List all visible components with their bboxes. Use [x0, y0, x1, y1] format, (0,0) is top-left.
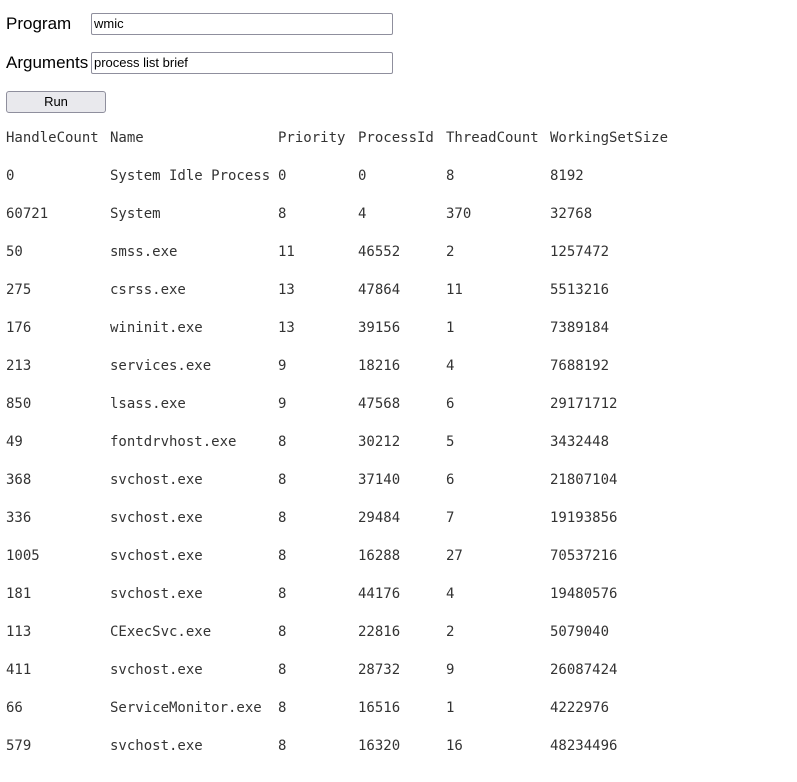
cell-priority: 13: [278, 320, 295, 336]
process-output-table: [6, 128, 786, 774]
arguments-label: Arguments: [6, 53, 89, 72]
cell-processid: 46552: [358, 244, 401, 260]
cell-processid: 30212: [358, 434, 401, 450]
cell-name: smss.exe: [110, 244, 178, 260]
cell-workingsetsize: 5513216: [550, 282, 610, 298]
cell-workingsetsize: 5079040: [550, 624, 610, 640]
cell-handlecount: 411: [6, 662, 32, 678]
cell-name: System: [110, 206, 161, 222]
cell-processid: 47864: [358, 282, 401, 298]
table-row: [6, 622, 786, 660]
cell-handlecount: 213: [6, 358, 32, 374]
cell-name: svchost.exe: [110, 510, 203, 526]
cell-handlecount: 275: [6, 282, 32, 298]
cell-workingsetsize: 8192: [550, 168, 584, 184]
cell-handlecount: 49: [6, 434, 23, 450]
cell-name: svchost.exe: [110, 586, 203, 602]
cell-handlecount: 1005: [6, 548, 40, 564]
table-row: [6, 584, 786, 622]
header-priority: Priority: [278, 130, 346, 146]
cell-processid: 47568: [358, 396, 401, 412]
cell-workingsetsize: 3432448: [550, 434, 610, 450]
cell-workingsetsize: 7688192: [550, 358, 610, 374]
table-row: [6, 736, 786, 774]
table-row: [6, 242, 786, 280]
cell-workingsetsize: 19480576: [550, 586, 618, 602]
cell-threadcount: 4: [446, 586, 455, 602]
cell-workingsetsize: 7389184: [550, 320, 610, 336]
cell-processid: 28732: [358, 662, 401, 678]
cell-name: svchost.exe: [110, 472, 203, 488]
table-row: [6, 660, 786, 698]
cell-threadcount: 11: [446, 282, 463, 298]
cell-name: svchost.exe: [110, 548, 203, 564]
cell-workingsetsize: 4222976: [550, 700, 610, 716]
program-label: Program: [6, 14, 72, 33]
cell-priority: 9: [278, 396, 287, 412]
cell-processid: 4: [358, 206, 367, 222]
table-row: [6, 394, 786, 432]
cell-threadcount: 370: [446, 206, 472, 222]
run-button[interactable]: Run: [6, 91, 106, 113]
cell-name: CExecSvc.exe: [110, 624, 212, 640]
cell-priority: 8: [278, 662, 287, 678]
table-row: [6, 318, 786, 356]
table-row: [6, 356, 786, 394]
table-row: [6, 280, 786, 318]
header-handlecount: HandleCount: [6, 130, 99, 146]
cell-name: wininit.exe: [110, 320, 203, 336]
cell-priority: 11: [278, 244, 295, 260]
cell-workingsetsize: 70537216: [550, 548, 618, 564]
cell-workingsetsize: 26087424: [550, 662, 618, 678]
cell-processid: 39156: [358, 320, 401, 336]
cell-threadcount: 1: [446, 320, 455, 336]
cell-processid: 22816: [358, 624, 401, 640]
cell-processid: 37140: [358, 472, 401, 488]
cell-name: fontdrvhost.exe: [110, 434, 237, 450]
cell-name: ServiceMonitor.exe: [110, 700, 262, 716]
cell-name: svchost.exe: [110, 662, 203, 678]
cell-handlecount: 850: [6, 396, 32, 412]
cell-threadcount: 16: [446, 738, 463, 754]
cell-handlecount: 66: [6, 700, 23, 716]
cell-priority: 8: [278, 434, 287, 450]
cell-priority: 9: [278, 358, 287, 374]
cell-handlecount: 181: [6, 586, 32, 602]
cell-handlecount: 60721: [6, 206, 49, 222]
cell-threadcount: 2: [446, 624, 455, 640]
header-name: Name: [110, 130, 144, 146]
cell-handlecount: 0: [6, 168, 15, 184]
cell-name: svchost.exe: [110, 738, 203, 754]
cell-priority: 8: [278, 206, 287, 222]
table-row: [6, 508, 786, 546]
cell-name: csrss.exe: [110, 282, 186, 298]
cell-threadcount: 5: [446, 434, 455, 450]
cell-processid: 0: [358, 168, 367, 184]
cell-threadcount: 9: [446, 662, 455, 678]
cell-threadcount: 6: [446, 396, 455, 412]
cell-priority: 8: [278, 472, 287, 488]
cell-workingsetsize: 19193856: [550, 510, 618, 526]
cell-priority: 8: [278, 586, 287, 602]
cell-threadcount: 7: [446, 510, 455, 526]
cell-handlecount: 368: [6, 472, 32, 488]
cell-workingsetsize: 29171712: [550, 396, 618, 412]
cell-threadcount: 6: [446, 472, 455, 488]
header-workingsetsize: WorkingSetSize: [550, 130, 669, 146]
cell-handlecount: 579: [6, 738, 32, 754]
cell-workingsetsize: 32768: [550, 206, 593, 222]
table-row: [6, 470, 786, 508]
table-row: [6, 432, 786, 470]
table-row: [6, 698, 786, 736]
table-header-row: [6, 128, 786, 166]
program-input[interactable]: [91, 13, 393, 35]
cell-handlecount: 113: [6, 624, 32, 640]
arguments-input[interactable]: [91, 52, 393, 74]
table-row: [6, 166, 786, 204]
cell-threadcount: 4: [446, 358, 455, 374]
cell-name: services.exe: [110, 358, 212, 374]
cell-handlecount: 336: [6, 510, 32, 526]
table-row: [6, 204, 786, 242]
cell-handlecount: 50: [6, 244, 23, 260]
cell-priority: 13: [278, 282, 295, 298]
cell-priority: 8: [278, 738, 287, 754]
cell-processid: 18216: [358, 358, 401, 374]
cell-name: lsass.exe: [110, 396, 186, 412]
cell-processid: 16288: [358, 548, 401, 564]
cell-threadcount: 1: [446, 700, 455, 716]
cell-processid: 29484: [358, 510, 401, 526]
cell-threadcount: 8: [446, 168, 455, 184]
header-threadcount: ThreadCount: [446, 130, 539, 146]
cell-name: System Idle Process: [110, 168, 271, 184]
cell-priority: 8: [278, 510, 287, 526]
cell-processid: 16516: [358, 700, 401, 716]
cell-workingsetsize: 48234496: [550, 738, 618, 754]
cell-workingsetsize: 21807104: [550, 472, 618, 488]
cell-processid: 16320: [358, 738, 401, 754]
cell-priority: 8: [278, 624, 287, 640]
cell-processid: 44176: [358, 586, 401, 602]
cell-handlecount: 176: [6, 320, 32, 336]
cell-priority: 8: [278, 700, 287, 716]
cell-threadcount: 27: [446, 548, 463, 564]
cell-priority: 8: [278, 548, 287, 564]
table-row: [6, 546, 786, 584]
cell-threadcount: 2: [446, 244, 455, 260]
cell-workingsetsize: 1257472: [550, 244, 610, 260]
header-processid: ProcessId: [358, 130, 434, 146]
cell-priority: 0: [278, 168, 287, 184]
